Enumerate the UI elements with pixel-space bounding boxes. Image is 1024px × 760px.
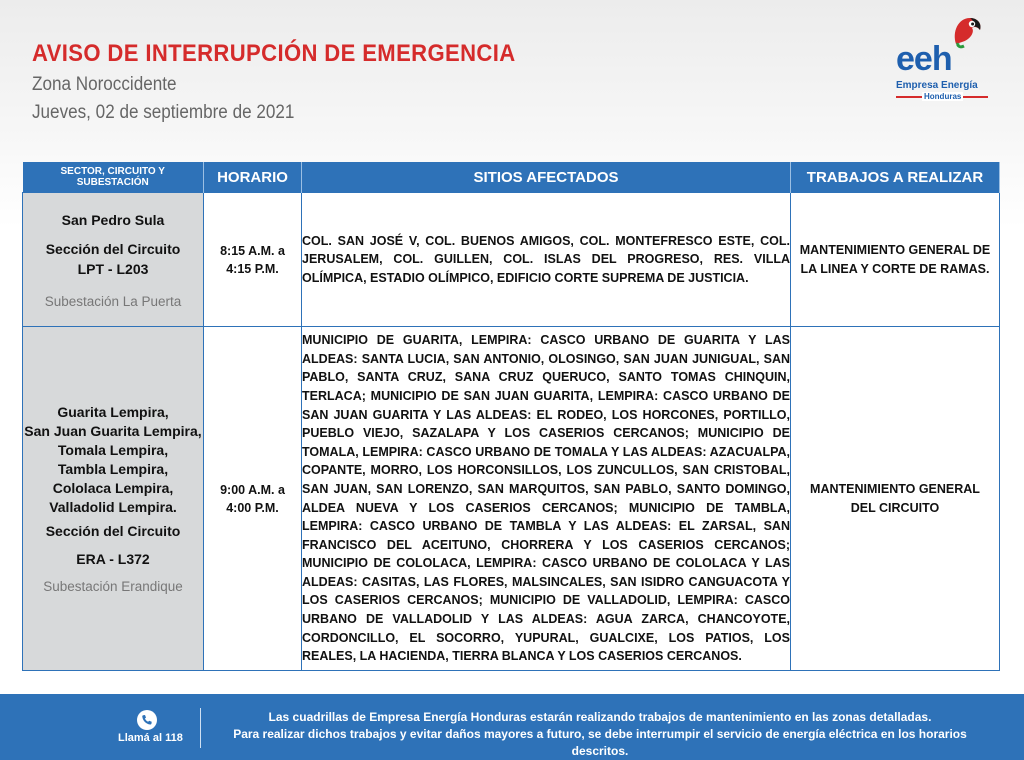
logo-name: Empresa Energía bbox=[896, 80, 978, 91]
sector-cell bbox=[23, 193, 204, 327]
footer-bar bbox=[0, 694, 1024, 760]
sector-name: San Pedro Sula bbox=[61, 212, 165, 228]
trabajos-cell bbox=[791, 193, 1000, 327]
header-sector: SECTOR, CIRCUITO Y SUBESTACIÓN bbox=[23, 162, 204, 193]
footer-separator bbox=[200, 708, 201, 748]
header-horario: HORARIO bbox=[204, 162, 302, 193]
section-label: Sección del Circuito bbox=[45, 523, 181, 539]
sitios-cell: MUNICIPIO DE GUARITA, LEMPIRA: CASCO URBANO DE GUARITA Y LAS ALDEAS: SANTA LUCIA, SAN ANTONIO, OLOSINGO, SAN JUAN JUNIGUAL, SAN PABLO, SANTA CRUZ, SANA CRUZ QUERUCO, SANTO TOMAS CHINQUIN, TERLACA; MUNICIPIO DE SAN JUAN GUARITA, LEMPIRA: CASCO URBANO DE SAN JUAN GUARITA Y LAS ALDEAS: EL RODEO, LOS HORCONES, PORTILLO, PUEBLO VIEJO, SAZALAPA Y LOS CASERIOS CERCANOS; MUNICIPIO DE TOMALA, LEMPIRA: CASCO URBANO DE TOMALA Y LAS ALDEAS: AZACUALPA, COPANTE, MORRO, LOS HORCONSILLOS, LOS ZUNCULLOS, SAN CRISTOBAL, SAN JUAN, SAN LORENZO, SAN MARQUITOS, SAN PABLO, SANTO DOMINGO, ALDEA NUEVA Y LOS CASERIOS CERCANOS; MUNICIPIO DE TAMBLA, LEMPIRA: CASCO URBANO DE TAMBLA Y LAS ALDEAS: EL ZARSAL, SAN FRANCISCO DEL ACEITUNO, CHORRERA Y LOS CASERIOS CERCANOS; MUNICIPIO DE COLOLACA, LEMPIRA: CASCO URBANO DE COLOLACA Y LAS ALDEAS: CASITAS, LAS FLORES, MALSINCALES, SAN ISIDRO CANGUACOTA Y LOS CASERIOS CERCANOS; MUNICIPIO DE VALLADOLID, LEMPIRA: CASCO URBANO DE VALLADOLID Y LAS ALDEAS: AGUA ZARCA, CHANCOYOTE, CORDONCILLO, EL SOCORRO, YUPURAL, GUALCIXE, LOS PATIOS, LOS REALES, LA HACIENDA, TIERRA BLANCA Y LOS CASERIOS CERCANOS. bbox=[302, 327, 791, 671]
notice-line-1: Las cuadrillas de Empresa Energía Honduras estarán realizando trabajos de mantenimiento en las zonas detalladas. bbox=[268, 710, 932, 724]
circuit-code: ERA - L372 bbox=[76, 551, 150, 567]
page-title: AVISO DE INTERRUPCIÓN DE EMERGENCIA bbox=[32, 40, 516, 67]
sector-name: Tambla Lempira, bbox=[57, 461, 169, 477]
header-sitios: SITIOS AFECTADOS bbox=[302, 162, 791, 193]
horario-cell bbox=[204, 193, 302, 327]
sector-name: Cololaca Lempira, bbox=[52, 480, 174, 496]
sector-name: San Juan Guarita Lempira, bbox=[24, 423, 202, 439]
horario-start: 9:00 A.M. a bbox=[220, 482, 285, 497]
sector-name: Tomala Lempira, bbox=[57, 442, 169, 458]
header-trabajos: TRABAJOS A REALIZAR bbox=[791, 162, 1000, 193]
logo-country: Honduras bbox=[924, 92, 962, 101]
table-header-row bbox=[23, 162, 1000, 193]
sitios-cell: COL. SAN JOSÉ V, COL. BUENOS AMIGOS, COL. MONTEFRESCO ESTE, COL. JERUSALEM, COL. GUILLEN, COL. ISLAS DEL PROGRESO, RES. VILLA OLÍMPICA, ESTADIO OLÍMPICO, EDIFICIO CORTE SUPREMA DE JUSTICIA. bbox=[302, 193, 791, 327]
horario-end: 4:00 P.M. bbox=[226, 500, 279, 515]
substation-name: Subestación Erandique bbox=[43, 579, 183, 594]
footer-notice bbox=[205, 709, 995, 760]
horario-end: 4:15 P.M. bbox=[226, 261, 279, 276]
logo-country-wrap bbox=[922, 92, 963, 101]
parrot-logo-icon bbox=[948, 14, 984, 50]
table-row bbox=[23, 327, 1000, 671]
company-logo bbox=[894, 10, 994, 101]
notice-line-2: Para realizar dichos trabajos y evitar daños mayores a futuro, se debe interrumpir el servicio de energía eléctrica en los horarios descritos. bbox=[233, 727, 967, 758]
substation-name: Subestación La Puerta bbox=[44, 294, 182, 309]
date-label: Jueves, 02 de septiembre de 2021 bbox=[32, 102, 295, 123]
sector-name: Valladolid Lempira. bbox=[49, 499, 177, 515]
phone-icon bbox=[137, 710, 157, 730]
sector-cell bbox=[23, 327, 204, 671]
logo-mark: eeh bbox=[896, 40, 952, 78]
horario-start: 8:15 A.M. a bbox=[220, 243, 285, 258]
interruptions-table bbox=[22, 162, 1000, 671]
phone-label: Llamá al 118 bbox=[118, 732, 183, 744]
trabajos-text: MANTENIMIENTO GENERAL DEL CIRCUITO bbox=[810, 481, 980, 515]
zone-label: Zona Noroccidente bbox=[32, 74, 177, 95]
trabajos-cell bbox=[791, 327, 1000, 671]
horario-cell bbox=[204, 327, 302, 671]
trabajos-text: MANTENIMIENTO GENERAL DE LA LINEA Y CORTE DE RAMAS. bbox=[799, 242, 991, 276]
section-label: Sección del Circuito bbox=[45, 241, 181, 257]
sector-name: Guarita Lempira, bbox=[57, 404, 169, 420]
table-row bbox=[23, 193, 1000, 327]
circuit-code: LPT - L203 bbox=[77, 261, 149, 277]
